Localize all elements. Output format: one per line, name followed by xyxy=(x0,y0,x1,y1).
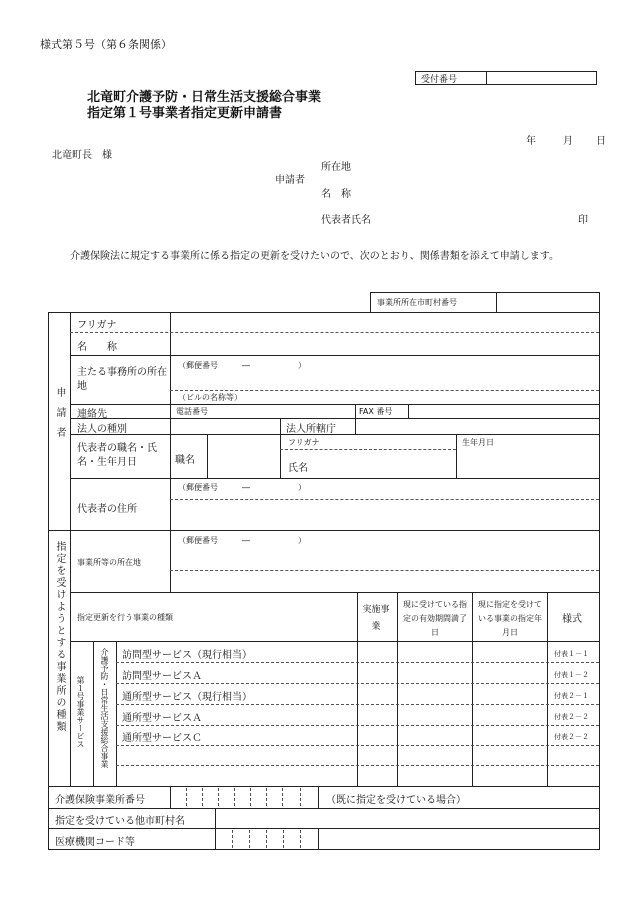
phone-label: 電話番号 xyxy=(176,407,208,416)
person-name-label: 氏名 xyxy=(288,463,308,474)
representative-info-label: 代表者の職名・氏名・生年月日 xyxy=(77,443,157,468)
service-form-5: 付表２－２ xyxy=(554,733,589,741)
postal-code-2: （郵便番号 ― ） xyxy=(178,483,306,492)
postal-code-1: （郵便番号 ― ） xyxy=(178,361,306,370)
service-row-3: 通所型サービス（現行相当） xyxy=(122,692,252,703)
service-row-5: 通所型サービスＣ xyxy=(122,733,202,744)
applicant-label: 申請者 xyxy=(275,175,305,186)
service-row-1: 訪問型サービス（現行相当） xyxy=(122,650,252,661)
already-designated-note: （既に指定を受けている場合） xyxy=(326,795,466,806)
title-line2: 指定第１号事業者指定更新申請書 xyxy=(87,106,283,121)
service-form-3: 付表２－１ xyxy=(554,692,589,700)
date-year: 年 xyxy=(526,136,536,147)
main-office-address-label: 主たる事務所の所在地 xyxy=(77,367,167,392)
applicant-name-label: 名 称 xyxy=(321,189,351,200)
representative-address-label: 代表者の住所 xyxy=(77,504,137,515)
office-location-label: 事業所等の所在地 xyxy=(77,558,141,567)
applicant-representative-label: 代表者氏名 xyxy=(321,215,371,226)
furigana-label: フリガナ xyxy=(77,320,117,331)
designated-section-label: 指定を受けようとする事業所の種類 xyxy=(54,541,65,733)
applicant-section-label: 申請者 xyxy=(54,387,65,447)
receipt-label: 受付番号 xyxy=(421,75,458,85)
corporation-type-label: 法人の種別 xyxy=(77,424,127,435)
job-title-label: 職名 xyxy=(175,455,195,466)
title-line1: 北竜町介護予防・日常生活支援総合事業 xyxy=(87,90,322,105)
service-row-4: 通所型サービスＡ xyxy=(122,713,202,724)
valid-period-header: 現に受けている指定の有効期間満了日 xyxy=(403,600,467,637)
subcategory-label: 第１号事業サービス xyxy=(76,676,85,748)
corporation-jurisdiction-label: 法人所轄庁 xyxy=(286,424,336,435)
category-label: 介護予防・日常生活支援総合事業 xyxy=(100,648,109,768)
body-text: 介護保険法に規定する事業所に係る指定の更新を受けたいので、次のとおり、関係書類を添えて申請します。 xyxy=(60,251,559,262)
date-day: 日 xyxy=(596,136,606,147)
service-form-4: 付表２－２ xyxy=(554,713,589,721)
name-label: 名 称 xyxy=(77,342,117,353)
service-row-2: 訪問型サービスＡ xyxy=(122,671,202,682)
form-number: 様式第５号（第６条関係） xyxy=(40,38,172,51)
applicant-location-label: 所在地 xyxy=(321,162,351,173)
municipality-number-label: 事業所所在市町村番号 xyxy=(377,298,457,307)
seal-mark: 印 xyxy=(578,215,588,226)
service-form-2: 付表１－２ xyxy=(554,671,589,679)
postal-code-3: （郵便番号 ― ） xyxy=(178,536,306,545)
medical-code-label: 医療機関コード等 xyxy=(55,837,135,848)
birth-date-label: 生年月日 xyxy=(462,438,494,447)
designated-date-header: 現に指定を受けている事業の指定年月日 xyxy=(478,600,542,637)
insurance-office-number-label: 介護保険事業所番号 xyxy=(55,795,145,806)
building-name: （ビルの名称等） xyxy=(178,393,242,402)
contact-label: 連絡先 xyxy=(77,409,107,420)
implementation-header: 実施事業 xyxy=(362,605,390,632)
service-type-header: 指定更新を行う事業の種類 xyxy=(77,613,173,622)
date-month: 月 xyxy=(563,136,573,147)
service-form-1: 付表１－１ xyxy=(554,650,589,658)
fax-label: FAX 番号 xyxy=(359,407,393,416)
other-municipality-label: 指定を受けている他市町村名 xyxy=(55,816,185,827)
furigana2-label: フリガナ xyxy=(288,438,320,447)
addressee: 北竜町長 様 xyxy=(52,150,112,161)
form-style-header: 様式 xyxy=(562,614,582,625)
